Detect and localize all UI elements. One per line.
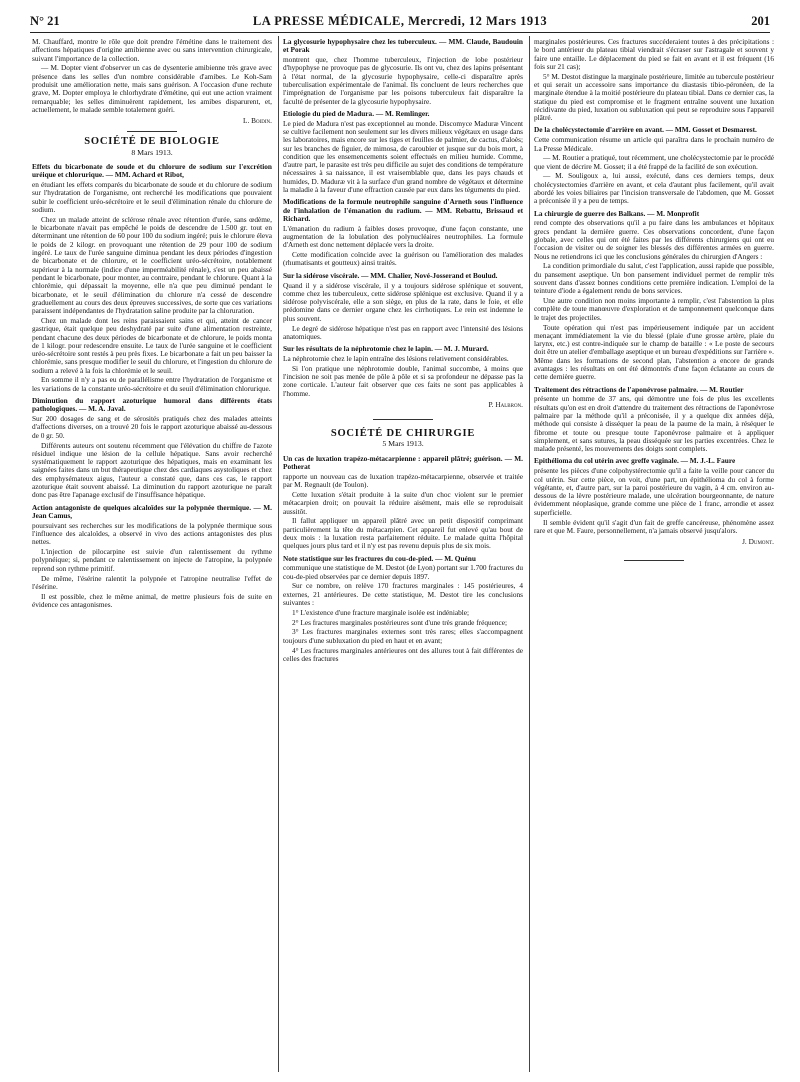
paragraph: Il fallut appliquer un appareil plâtré avec un petit dispositif comprimant particulièrement la tête du métacarpien. Cet appareil fut enlevé qu'au bout de deux mois : la luxation resta parfaitement réduite. Le malade quitta l'hôpital quelques jours plus tard et il n'y est pas revenu depuis plus de six mois.: [283, 516, 523, 551]
column-2: [283, 38, 523, 1072]
paragraph: Il est possible, chez le même animal, de mettre plusieurs fois de suite en évidence ces antagonismes.: [32, 591, 272, 609]
paragraph: Toute opération qui n'est pas impérieusement indiquée par un accident menaçant immédiatement la vie du blessé (plaie d'une grosse artère, plaie du larynx, etc.) est contre-indiquée sur le champ de bataille : « Le poste de secours doit être un atelier d'emballage aseptique et un bureau d'expéditions sur l'arrière ». Même dans les formations de second plan, l'abstention a encore de grands avantages : les résultats en ont été démontrés d'une façon éclatante au cours de cette dernière guerre.: [534, 322, 774, 382]
signature: P. Halbron.: [488, 399, 523, 409]
paragraph: En somme il n'y a pas eu de parallélisme entre l'hydratation de l'organisme et les variations de la constante uréo-sécrétoire et du seuil d'élimination chlorurique.: [32, 375, 272, 393]
divider: [127, 131, 177, 132]
column-3: [534, 38, 774, 1072]
paragraph: — M. Routier a pratiqué, tout récemment, une cholécystectomie par le procédé que vient de décrire M. Gosset; il a été frappé de la facilité de son exécution.: [534, 153, 774, 171]
article-title: La chirurgie de guerre des Balkans. — M. Monprofit: [534, 208, 700, 218]
paragraph: Le pied de Madura n'est pas exceptionnel au monde. Discomyce Maduræ Vincent se cultive facilement non seulement sur les divers milieux végétaux en usage dans les laboratoires, mais encore sur les tiges et feuilles de palmier, de cactus, d'aloès; sur les branches de figuier, de mimosa, de caroubier et jusque sur du bois mort, à condition que les ensemencements soient effectués en milieu humide. Comme, d'autre part, le parasite est très peu difficile au sujet des conditions de température nécessaires à sa naissance, il est vraisemblable que, dans les pays chauds et humides, D. Maduræ vit à la surface d'un grand nombre de végétaux et détermine la maladie à la faveur d'une effraction causée par eux dans les téguments du pied.: [283, 118, 523, 195]
paragraph: présente un homme de 37 ans, qui démontre une fois de plus les excellents résultats qu'on est en droit d'attendre du traitement des rétractions de l'aponévrose palmaire par la méthode qu'il a préconisée, il y a quelque dix années déjà, méthode qui consiste à disséquer la peau de la paume de la main, à réséquer le fibrome et toute ou presque toute l'aponévrose palmaire et à appliquer simplement, et sans sutures, la peau disséquée sur les parties excentrées. Chez le malade présenté, les mouvements des doigts sont complets.: [534, 394, 774, 454]
divider: [373, 419, 433, 420]
page-number: 201: [751, 14, 770, 28]
article-title: Un cas de luxation trapézo-métacarpienne : appareil plâtré; guérison. — M. Potherat: [283, 453, 523, 472]
paragraph: poursuivant ses recherches sur les modifications de la polypnée thermique sous l'influence des alcaloïdes, a observé in vivo des actions antagonistes des plus nettes.: [32, 520, 272, 547]
signature: L. Boidin.: [243, 116, 272, 126]
paragraph: De même, l'ésérine ralentit la polypnée et l'atropine neutralise l'effet de l'ésérine.: [32, 573, 272, 591]
page-header: [30, 14, 770, 30]
paragraph: M. Chauffard, montre le rôle que doit prendre l'émétine dans le traitement des affections hépatiques d'origine amibienne avec ou sans intervention chirurgicale, suivant l'importance de la collection.: [32, 38, 272, 63]
paragraph: Cette communication résume un article qui paraîtra dans le prochain numéro de La Presse Médicale.: [534, 135, 774, 153]
paragraph: Le degré de sidérose hépatique n'est pas en rapport avec l'intensité des lésions anatomiques.: [283, 323, 523, 341]
paragraph: Quand il y a sidérose viscérale, il y a toujours sidérose splénique et souvent, comme chez les tuberculeux, cette sidérose splénique est exclusive. Quand il y a sidérose polyviscérale, elle a son siège, en plus de la rate, dans le foie, et elle prédomine dans ce dernier organe chez les cirrhotiques. Le rein est indemne le plus souvent.: [283, 280, 523, 323]
article-title: Epithélioma du col utérin avec greffe vaginale. — M. J.-L. Faure: [534, 456, 736, 466]
issue-number: N° 21: [30, 14, 60, 28]
article-title: Etiologie du pied de Madura. — M. Remlinger.: [283, 108, 430, 118]
article-title: Sur les résultats de la néphrotomie chez le lapin. — M. J. Murard.: [283, 344, 489, 354]
paragraph: Sur 200 dosages de sang et de sérosités pratiqués chez des malades atteints d'affections diverses, on a trouvé 20 fois le rapport azoturique abaissé au-dessous de 0 gr. 50.: [32, 414, 272, 440]
paragraph: Il semble évident qu'il s'agit d'un fait de greffe cancéreuse, phénomène assez rare et que M. Faure, personnellement, n'a jamais observé jusqu'alors.: [534, 517, 774, 535]
paragraph: Une autre condition non moins importante à remplir, c'est l'abstention la plus complète de toute manœuvre d'exploration et de tamponnement quelconque dans le trajet des projectiles.: [534, 296, 774, 322]
paragraph: Différents auteurs ont soutenu récemment que l'élévation du chiffre de l'azote résiduel indique une lésion de la cellule hépatique. Sans avoir recherché systématiquement le rapport azoturique des hépatiques, mais en examinant les saignées faites dans un but thérapeutique chez des cardiaques asystoliques et chez des emphysémateux aigus, l'auteur a constaté que, dans ces cas, le rapport azoturique était souvent abaissé. La diminution du rapport azoturique ne paraît donc pas être l'apanage exclusif de l'insuffisance hépatique.: [32, 440, 272, 500]
paragraph: marginales postérieures. Ces fractures succéderaient toutes à des précipitations : le bord antérieur du plateau tibial viendrait s'écraser sur l'astragale et souvent y faire une entaille. Le déplacement du pied se fait en avant et il est fréquent (16 fois sur 21 cas);: [534, 38, 774, 71]
article-title: Sur la sidérose viscérale. — MM. Chalier, Nové-Josserand et Boulud.: [283, 270, 498, 280]
column-1: [32, 38, 272, 1072]
article-title: De la cholécystectomie d'arrière en avant. — MM. Gosset et Desmarest.: [534, 125, 757, 135]
header-rule: [30, 32, 770, 33]
paragraph: Sur ce nombre, on relève 170 fractures marginales : 145 postérieures, 4 externes, 21 antérieures. De cette statistique, M. Destot tire les conclusions suivantes :: [283, 581, 523, 608]
paragraph: communique une statistique de M. Destot (de Lyon) portant sur 1.700 fractures du cou-de-pied observées par ce dernier depuis 1897.: [283, 563, 523, 581]
paragraph: — M. Dopter vient d'observer un cas de dysenterie amibienne très grave avec présence dans les selles d'un nombre considérable d'amibes. Le Koh-Sam produisit une amélioration nette, mais sans guérison. A l'occasion d'une rechute grave, M. Dopter employa le chlorhydrate d'émétine, qui eut une action vraiment remarquable; les selles diminuèrent rapidement, les amibes disparurent, et, actuellement, le malade semble totalement guéri.: [32, 63, 272, 114]
paragraph: 4° Les fractures marginales antérieures ont des allures tout à fait différentes de celles des fractures: [283, 645, 523, 663]
society-heading: SOCIÉTÉ DE CHIRURGIE: [330, 428, 476, 440]
paragraph: L'injection de pilocarpine est suivie d'un ralentissement du rythme polypnéique; si, pendant ce ralentissement on injecte de l'atropine, la polypnée reprend son rythme primitif.: [32, 547, 272, 573]
paragraph: présente les pièces d'une colpohystérectomie qu'il a faite la veille pour cancer du col utérin. Sur cette pièce, on voit, d'une part, un épithélioma du col à forme végétante, et, d'autre part, sur la paroi postérieure du vagin, à 4 cm. environ au-dessous de la lèvre postérieure malade, une ulcération bourgeonnante, de nature évidemment néoplasique, grande comme une pièce de 1 franc, arrondie et assez superficielle.: [534, 466, 774, 517]
paragraph: — M. Souligoux a, lui aussi, exécuté, dans ces derniers temps, deux cholécystectomies d'arrière en avant, et cela d'autant plus facilement, qu'il avait abordé les voies biliaires par l'incision transversale de l'abdomen, que M. Gosset a préconisée il y a peu de temps.: [534, 171, 774, 206]
article-title: Traitement des rétractions de l'aponévrose palmaire. — M. Routier: [534, 384, 744, 394]
paragraph: 3° Les fractures marginales externes sont très rares; elles s'accompagnent toujours d'une subluxation du pied en haut et en avant;: [283, 627, 523, 645]
paragraph: Si l'on pratique une néphrotomie double, l'animal succombe, à moins que l'incision ne soit pas menée de pôle à pôle et si sa profondeur ne dépasse pas la zone corticale. L'auteur fait observer que ces faits ne sont pas applicables à l'homme.: [283, 363, 523, 398]
paragraph: Cette luxation s'était produite à la suite d'un choc violent sur le premier métacarpien droit; on pouvait la réduire aisément, mais elle se reproduisait aussitôt.: [283, 489, 523, 516]
paragraph: Chez un malade dont les reins paraissaient sains et qui, atteint de cancer gastrique, était quelque peu deshydraté par suite d'une alimentation restreinte, pendant chacune des deux périodes de bicarbonate et de chlorure, le poids monta de 1 kilogr. pour redescendre ensuite. Le taux de l'urée sanguine et le coefficient uréo-sécrétoire sont restés à peu près fixes. Le bicarbonate a fait un peu baisser la chlorémie, sans presque modifier le seuil du chlorure, et l'ingestion du chlorure de sodium a relevé à la fois la chlorémie et le seuil.: [32, 315, 272, 375]
article-title: La glycosurie hypophysaire chez les tuberculeux. — MM. Claude, Baudouin et Porak: [283, 38, 523, 55]
session-date: 5 Mars 1913.: [382, 439, 424, 449]
paragraph: La néphrotomie chez le lapin entraîne des lésions relativement considérables.: [283, 353, 509, 363]
paragraph: La condition primordiale du salut, c'est l'application, aussi rapide que possible, du pansement aseptique. Un bon pansement individuel permet de remplir très souvent dans d'assez bonnes conditions cette première indication. L'emploi de la teinture d'iode a également rendu de bons services.: [534, 261, 774, 296]
article-title: Action antagoniste de quelques alcaloïdes sur la polypnée thermique. — M. Jean Camus,: [32, 502, 272, 520]
paragraph: rapporte un nouveau cas de luxation trapézo-métacarpienne, observée et traitée par M. Regnault (de Toulon).: [283, 471, 523, 490]
paragraph: 5° M. Destot distingue la marginale postérieure, limitée au tubercule postérieur et qui serait un accessoire sans importance du diastasis tibio-péronéen, de la marginale étendue à la moitié postérieure du plateau tibial. Dans ce dernier cas, la statique du pied est compromise et le fragment entraîne souvent une luxation récidivante du pied, luxation ou subluxation qui peut se reproduire sous l'appareil plâtré.: [534, 71, 774, 123]
society-heading: SOCIÉTÉ DE BIOLOGIE: [84, 136, 220, 148]
paragraph: 1° L'existence d'une fracture marginale isolée est indéniable;: [292, 607, 470, 617]
article-title: Effets du bicarbonate de soude et du chlorure de sodium sur l'excrétion uréique et chlorurique. — MM. Achard et Ribot,: [32, 162, 272, 180]
session-date: 8 Mars 1913.: [131, 147, 173, 157]
article-title: Modifications de la formule neutrophile sanguine d'Arneth sous l'influence de l'inhalation de l'émanation du radium. — MM. Rebattu, Brissaud et Richard.: [283, 197, 523, 223]
paragraph: Cette modification coïncide avec la guérison ou l'amélioration des malades (rhumatisants et goutteux) ainsi traités.: [283, 250, 523, 268]
paragraph: 2° Les fractures marginales postérieures sont d'une très grande fréquence;: [292, 617, 508, 627]
paragraph: L'émanation du radium à faibles doses provoque, d'une façon constante, une augmentation de la lobulation des polynucléaires neutrophiles. La formule d'Arneth est donc nettement déplacée vers la droite.: [283, 223, 523, 250]
paragraph: Chez un malade atteint de sclérose rénale avec rétention d'urée, sans œdème, le bicarbonate n'avait pas empêché le poids de descendre de 1.500 gr. tout en déterminant une rétention de 60 pour 100 du sodium ingéré; puis le chlorure éleva le poids de 2 kilogr. en provoquant une rétention de 29 pour 100 de sodium ingéré. Le taux de l'urée sanguine diminua pendant les deux périodes d'ingestion de bicarbonate et de chlorure, et le coefficient uréo-sécrétoire, notablement supérieur à la normale (indice d'une imperméabilité rénale), s'est un peu abaissé pendant le bicarbonate, pour monter, au contraire, pendant le chlorure. Quant à la chlorémie, qui dépassait la moyenne, elle n'a que peu diminué pendant le bicarbonate, et le seuil d'élimination du chlorure n'a cessé de descendre graduellement au cours des deux épreuves successives, de sorte que ces variations paraissent indépendantes de l'hydratation saline produite par la chloruration.: [32, 214, 272, 316]
paragraph: en étudiant les effets comparés du bicarbonate de soude et du chlorure de sodium sur l'hydratation de l'organisme, ont recherché les modifications que pouvaient subir le coefficient uréo-sécrétoire et le seuil d'élimination rénale du chlorure de sodium.: [32, 180, 272, 215]
article-title: Diminution du rapport azoturique humoral dans différents états pathologiques. — M. A. Javal.: [32, 396, 272, 414]
divider: [624, 560, 684, 561]
journal-title: LA PRESSE MÉDICALE, Mercredi, 12 Mars 1913: [252, 14, 548, 28]
signature: J. Dumont.: [742, 537, 774, 547]
column-divider: [278, 36, 279, 1072]
article-title: Note statistique sur les fractures du cou-de-pied. — M. Quénu: [283, 553, 476, 563]
paragraph: montrent que, chez l'homme tuberculeux, l'injection de lobe postérieur d'hypophyse ne provoque pas de glycosurie. Ils ont vu, chez des lapins présentant à l'état normal, de la glycosurie hypophysaire, celle-ci disparaître après tuberculisation expérimentale de l'animal. Ils concluent de leurs recherches que l'imprégnation de l'organisme par les poisons tuberculeux fait disparaître la faculté de présenter de la glycosurie hypophysaire.: [283, 55, 523, 106]
column-divider: [529, 36, 530, 1072]
paragraph: rend compte des observations qu'il a pu faire dans les ambulances et hôpitaux grecs pendant la dernière guerre. Ces observations concordent, d'une façon globale, avec celles qui ont été faites par les différents chirurgiens qui ont eu l'occasion de visiter ou de soigner les blessés des différentes armées en guerre. Nous ne retiendrons ici que les conclusions générales du chirurgien d'Angers :: [534, 218, 774, 261]
